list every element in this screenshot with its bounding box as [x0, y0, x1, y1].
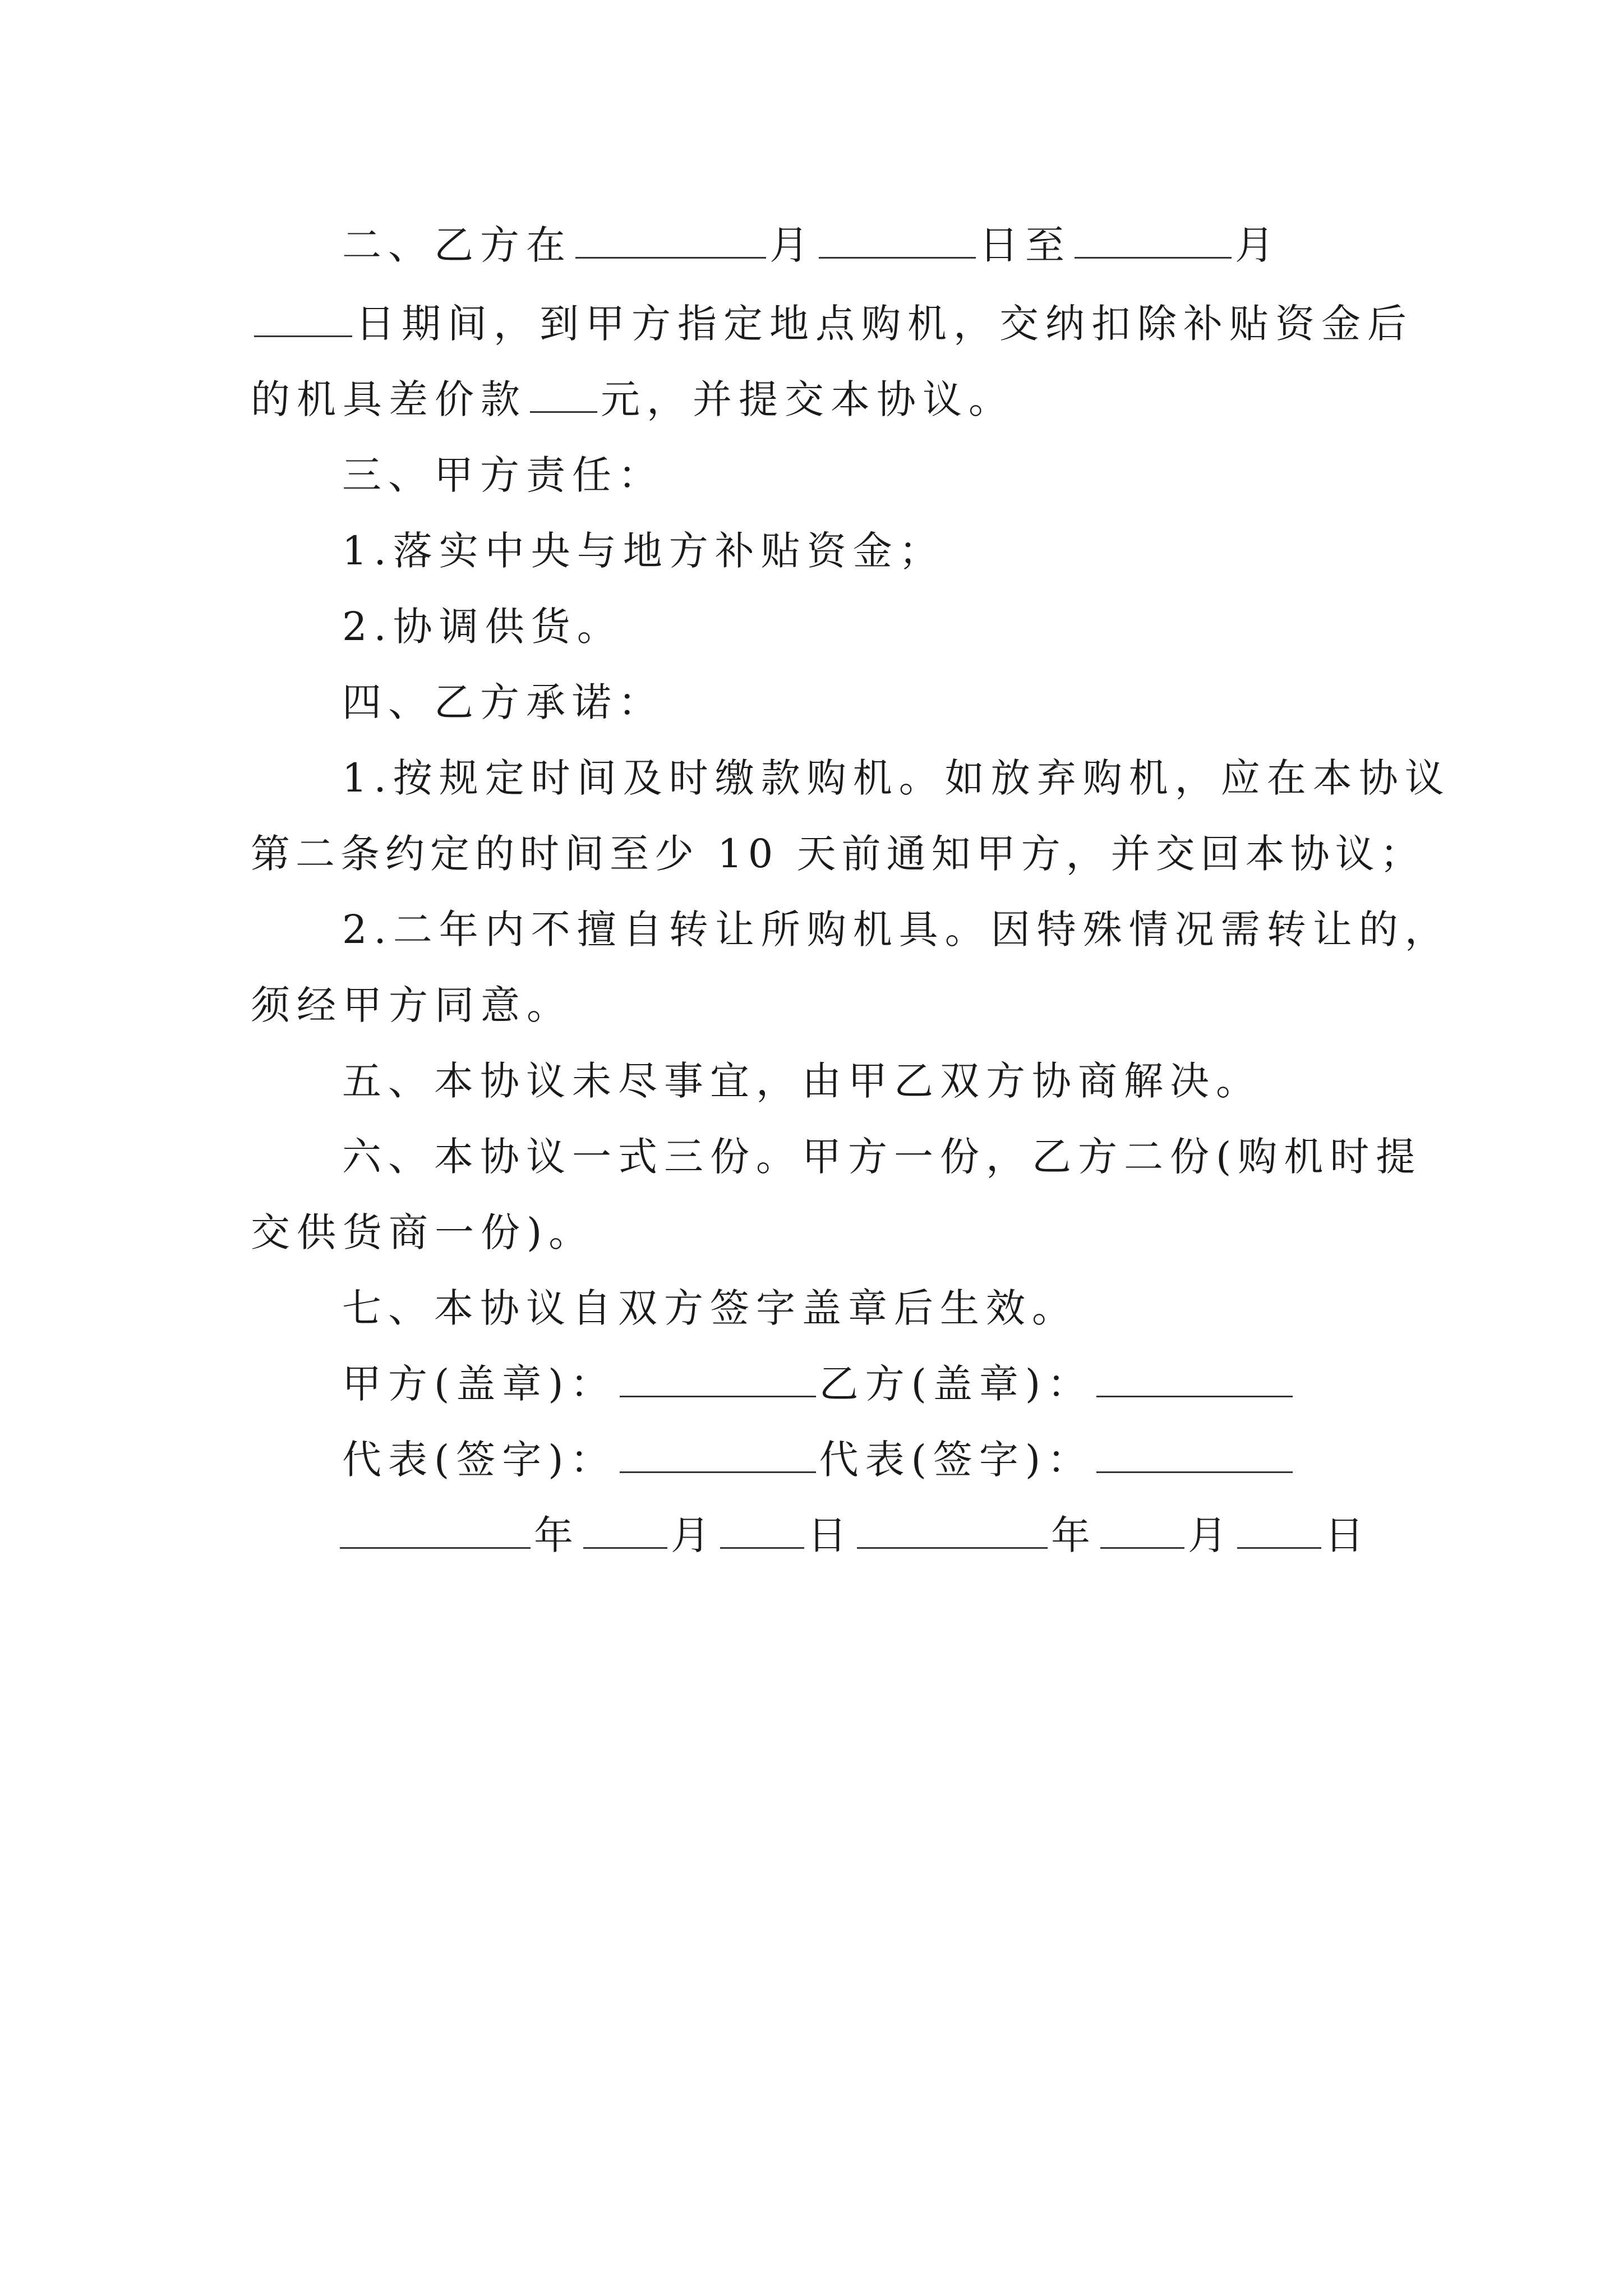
- party-a-rep-label: 代表(签字)：: [342, 1437, 616, 1483]
- clause4-heading: 四、乙方承诺：: [342, 679, 664, 725]
- price-difference-blank: [530, 376, 597, 413]
- clause7-text: 七、本协议自双方签字盖章后生效。: [342, 1285, 1078, 1331]
- clause3-item1: 1.落实中央与地方补贴资金；: [342, 528, 945, 574]
- party-a-year-blank: [340, 1512, 531, 1549]
- clause2-line2: [251, 298, 1413, 349]
- party-b-rep-label: 代表(签字)：: [819, 1437, 1094, 1483]
- party-b-day-blank: [1237, 1512, 1321, 1549]
- representative-line: [342, 1434, 1296, 1485]
- start-month-blank: [575, 222, 766, 259]
- party-a-rep-blank: [620, 1437, 816, 1473]
- clause2-prefix: 二、乙方在: [342, 222, 572, 268]
- party-b-seal-label: 乙方(盖章)：: [819, 1361, 1094, 1407]
- month-label: 月: [1188, 1512, 1234, 1558]
- clause2-line2-text: 日期间，到甲方指定地点购机，交纳扣除补贴资金后: [356, 301, 1413, 347]
- day-to-label: 日至: [979, 222, 1071, 268]
- party-b-seal-blank: [1096, 1361, 1293, 1397]
- month-label: 月: [671, 1512, 717, 1558]
- month-label: 月: [769, 222, 815, 268]
- party-b-year-blank: [857, 1512, 1048, 1549]
- start-day-blank: [819, 222, 976, 259]
- party-a-month-blank: [583, 1512, 667, 1549]
- end-day-blank: [254, 301, 352, 337]
- clause2-line3: [251, 374, 1015, 425]
- end-month-blank: [1075, 222, 1232, 259]
- date-line: [336, 1510, 1371, 1561]
- clause4-item1-line1: 1.按规定时间及时缴款购机。如放弃购机，应在本协议: [342, 755, 1451, 801]
- clause2-line1: [342, 220, 1281, 270]
- day-label: 日: [1325, 1512, 1371, 1558]
- day-label: 日: [808, 1512, 854, 1558]
- clause6-line1: 六、本协议一式三份。甲方一份，乙方二份(购机时提: [342, 1134, 1422, 1180]
- year-label: 年: [1051, 1512, 1097, 1558]
- party-b-rep-blank: [1096, 1437, 1293, 1473]
- party-b-month-blank: [1100, 1512, 1184, 1549]
- seal-line: [342, 1359, 1296, 1409]
- clause5-text: 五、本协议未尽事宜，由甲乙双方协商解决。: [342, 1058, 1262, 1104]
- clause4-item2-line2: 须经甲方同意。: [251, 982, 573, 1028]
- year-label: 年: [534, 1512, 580, 1558]
- party-a-seal-blank: [620, 1361, 816, 1397]
- party-a-seal-label: 甲方(盖章)：: [342, 1361, 616, 1407]
- clause4-item1-line2: 第二条约定的时间至少 10 天前通知甲方，并交回本协议；: [251, 831, 1425, 877]
- clause3-heading: 三、甲方责任：: [342, 452, 664, 498]
- month-label: 月: [1235, 222, 1281, 268]
- clause6-line2: 交供货商一份)。: [251, 1209, 595, 1255]
- clause2-line3-suffix: 元，并提交本协议。: [601, 376, 1015, 422]
- clause3-item2: 2.协调供货。: [342, 604, 623, 650]
- party-a-day-blank: [720, 1512, 804, 1549]
- clause4-item2-line1: 2.二年内不擅自转让所购机具。因特殊情况需转让的，: [342, 907, 1451, 953]
- clause2-line3-prefix: 的机具差价款: [251, 376, 527, 422]
